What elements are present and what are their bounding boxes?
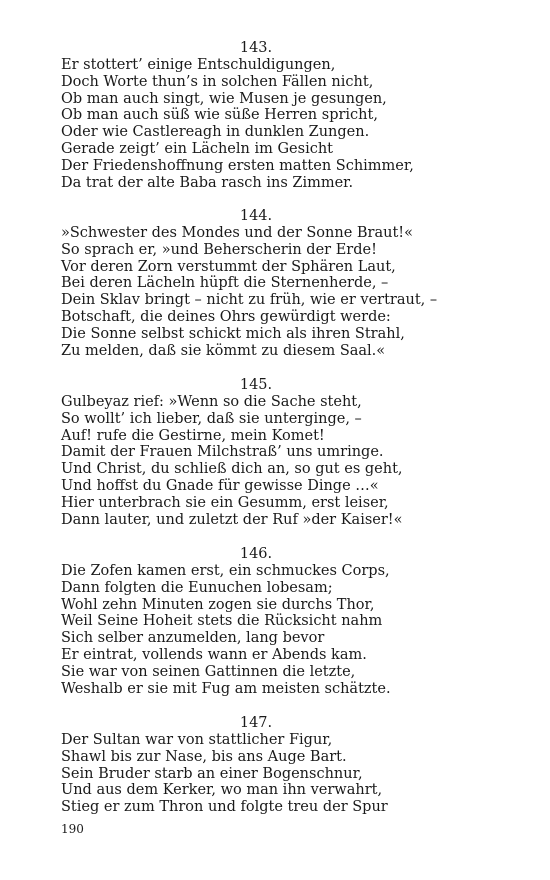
stanza-number: 143. (239, 40, 273, 56)
stanza-number: 144. (239, 208, 273, 224)
verse-line: Ob man auch süß wie süße Herren spricht, (61, 107, 378, 124)
verse-line: Weshalb er sie mit Fug am meisten schätzte. (61, 680, 391, 697)
verse-line: Dann folgten die Eunuchen lobesam; (61, 579, 333, 596)
verse-line: Und hoffst du Gnade für gewisse Dinge …« (61, 477, 379, 494)
stanza-146 (61, 545, 501, 697)
verse-line: Shawl bis zur Nase, bis ans Auge Bart. (61, 748, 347, 765)
verse-line: Stieg er zum Thron und folgte treu der Spur (61, 799, 388, 816)
verse-line: Hier unterbrach sie ein Gesumm, erst leiser, (61, 494, 389, 511)
verse-line: Zu melden, daß sie kömmt zu diesem Saal.« (61, 342, 386, 359)
verse-line: Dein Sklav bringt – nicht zu früh, wie er vertraut, – (61, 292, 438, 309)
verse-line: Der Sultan war von stattlicher Figur, (61, 732, 333, 748)
stanza-144 (61, 207, 501, 359)
verse-line: Wohl zehn Minuten zogen sie durchs Thor, (61, 596, 375, 613)
stanza-143 (61, 39, 501, 191)
stanza-number: 145. (239, 377, 273, 393)
stanza-147 (61, 714, 501, 816)
verse-line: Er eintrat, vollends wann er Abends kam. (61, 646, 367, 663)
verse-line: Und aus dem Kerker, wo man ihn verwahrt, (61, 782, 383, 799)
verse-line: Oder wie Castlereagh in dunklen Zungen. (61, 124, 370, 141)
verse-line: So wollt’ ich lieber, daß sie unterginge, – (61, 410, 362, 427)
verse-line: »Schwester des Mondes und der Sonne Braut!« (61, 225, 413, 241)
page-number: 190 (61, 822, 84, 836)
verse-line: Er stottert’ einige Entschuldigungen, (61, 57, 336, 73)
verse-line: So sprach er, »und Beherscherin der Erde! (61, 241, 377, 258)
stanza-number: 147. (239, 715, 273, 731)
verse-line: Doch Worte thun’s in solchen Fällen nicht, (61, 73, 374, 90)
verse-line: Sein Bruder starb an einer Bogenschnur, (61, 765, 363, 782)
verse-line: Dann lauter, und zuletzt der Ruf »der Kaiser!« (61, 511, 403, 528)
verse-line: Damit der Frauen Milchstraß’ uns umringe. (61, 444, 384, 461)
verse-line: Botschaft, die deines Ohrs gewürdigt werde: (61, 308, 391, 325)
verse-line: Vor deren Zorn verstummt der Sphären Laut, (61, 258, 396, 275)
verse-line: Die Zofen kamen erst, ein schmuckes Corps, (61, 563, 390, 579)
verse-line: Bei deren Lächeln hüpft die Sternenherde, – (61, 275, 389, 292)
verse-line: Sie war von seinen Gattinnen die letzte, (61, 663, 356, 680)
verse-line: Der Friedenshoffnung ersten matten Schimmer, (61, 157, 414, 174)
verse-line: Weil Seine Hoheit stets die Rücksicht nahm (61, 613, 383, 630)
verse-line: Und Christ, du schließ dich an, so gut es geht, (61, 461, 403, 478)
verse-line: Da trat der alte Baba rasch ins Zimmer. (61, 174, 354, 191)
verse-line: Auf! rufe die Gestirne, mein Komet! (61, 427, 325, 444)
verse-line: Die Sonne selbst schickt mich als ihren Strahl, (61, 325, 405, 342)
stanza-number: 146. (239, 546, 273, 562)
verse-line: Gulbeyaz rief: »Wenn so die Sache steht, (61, 394, 362, 410)
verse-line: Sich selber anzumelden, lang bevor (61, 630, 325, 647)
verse-line: Gerade zeigt’ ein Lächeln im Gesicht (61, 140, 333, 157)
verse-line: Ob man auch singt, wie Musen je gesungen, (61, 90, 387, 107)
stanza-145 (61, 376, 501, 528)
